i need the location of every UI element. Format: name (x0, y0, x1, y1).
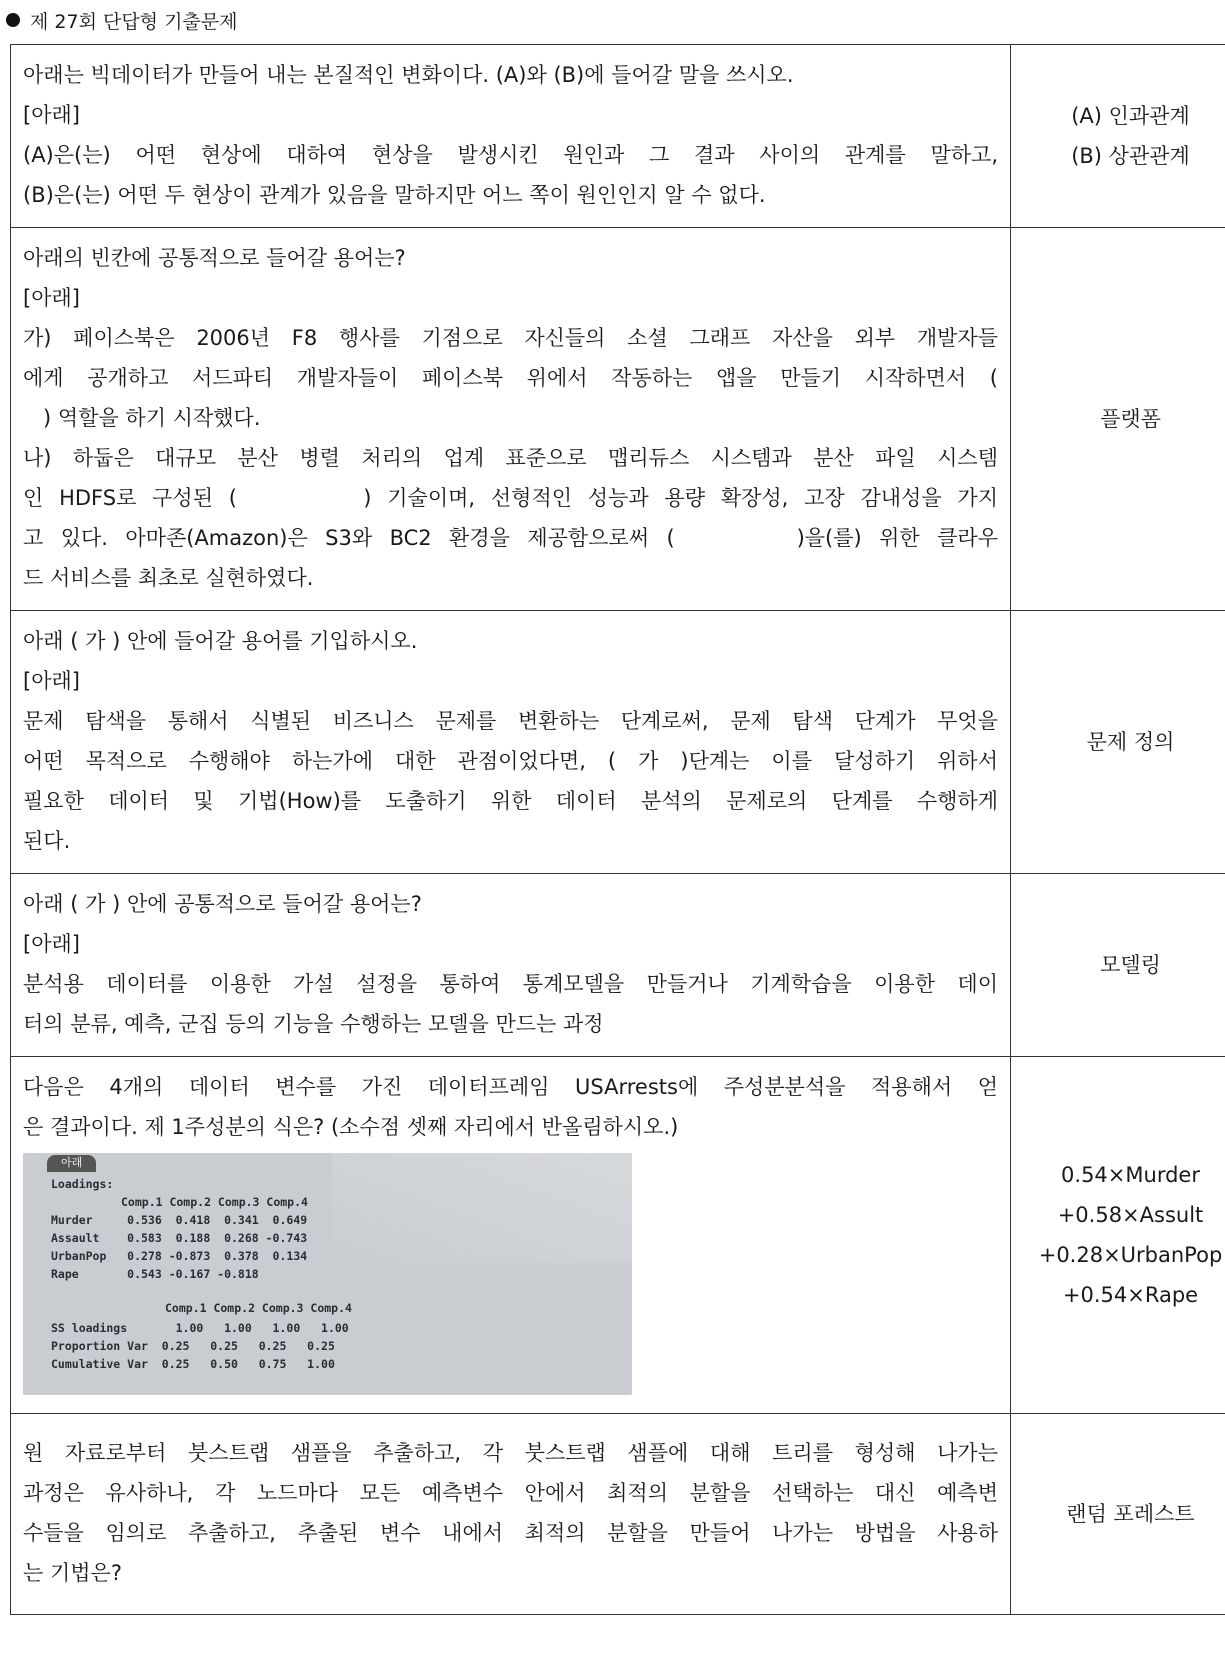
question-line: [아래] (23, 932, 80, 956)
question-line: 어떤 목적으로 수행해야 하는가에 대한 관점이었다면, ( 가 )단계는 이를 달성하기 위하서 (23, 749, 998, 773)
answer-cell (1011, 1057, 1225, 1414)
question-line: ) 역할을 하기 시작했다. (23, 406, 261, 430)
question-line: 과정은 유사하나, 각 노드마다 모든 예측변수 안에서 최적의 분할을 선택하는 대신 예측변 (23, 1481, 998, 1505)
answer-line: +0.58×Assult (1057, 1203, 1204, 1227)
table-row (11, 874, 1225, 1057)
summary-row: SS loadings 1.00 1.00 1.00 1.00 (51, 1321, 349, 1335)
question-line: 은 결과이다. 제 1주성분의 식은? (소수점 셋째 자리에서 반올림하시오.) (23, 1115, 679, 1139)
answer-line: (A) 인과관계 (1071, 104, 1190, 128)
question-line: 아래 ( 가 ) 안에 들어갈 용어를 기입하시오. (23, 629, 418, 653)
question-line: 터의 분류, 예측, 군집 등의 기능을 수행하는 모델을 만드는 과정 (23, 1012, 604, 1036)
answer-cell (1011, 611, 1225, 874)
question-line: 아래는 빅데이터가 만들어 내는 본질적인 변화이다. (A)와 (B)에 들어갈 말을 쓰시오. (23, 63, 794, 87)
answer-line: +0.54×Rape (1062, 1283, 1199, 1307)
answer-line: +0.28×UrbanPop (1038, 1243, 1223, 1267)
question-line: 나) 하둡은 대규모 분산 병렬 처리의 업계 표준으로 맵리듀스 시스템과 분산 파일 시스템 (23, 446, 998, 470)
page-heading (6, 2, 237, 38)
question-cell (11, 874, 1011, 1057)
question-cell (11, 1057, 1011, 1414)
answer-cell (1011, 874, 1225, 1057)
question-line: 고 있다. 아마존(Amazon)은 S3와 BC2 환경을 제공함으로써 ( )을(를) 위한 클라우 (23, 526, 998, 550)
question-line: 가) 페이스북은 2006년 F8 행사를 기점으로 자신들의 소셜 그래프 자산을 외부 개발자들 (23, 326, 998, 350)
table-row (11, 228, 1225, 611)
question-line: (B)은(는) 어떤 두 현상이 관계가 있음을 말하지만 어느 쪽이 원인인지 알 수 없다. (23, 183, 766, 207)
question-line: 다음은 4개의 데이터 변수를 가진 데이터프레임 USArrests에 주성분분석을 적용해서 얻 (23, 1075, 998, 1099)
question-line: 에게 공개하고 서드파티 개발자들이 페이스북 위에서 작동하는 앱을 만들기 시작하면서 ( (23, 366, 998, 390)
loadings-row: Murder 0.536 0.418 0.341 0.649 (51, 1213, 308, 1227)
question-cell (11, 228, 1011, 611)
loadings-row: UrbanPop 0.278 -0.873 0.378 0.134 (51, 1249, 308, 1263)
pca-output-photo (23, 1153, 632, 1395)
question-line: 원 자료로부터 붓스트랩 샘플을 추출하고, 각 붓스트랩 샘플에 대해 트리를 형성해 나가는 (23, 1441, 998, 1465)
bullet-icon (6, 13, 20, 27)
answer-line: (B) 상관관계 (1071, 144, 1190, 168)
question-line: 분석용 데이터를 이용한 가설 설정을 통하여 통계모델을 만들거나 기계학습을 이용한 데이 (23, 972, 998, 996)
question-line: 드 서비스를 최초로 실현하였다. (23, 566, 314, 590)
answer-line: 문제 정의 (1086, 730, 1175, 754)
question-line: 필요한 데이터 및 기법(How)를 도출하기 위한 데이터 분석의 문제로의 단계를 수행하게 (23, 789, 998, 813)
summary-header: Comp.1 Comp.2 Comp.3 Comp.4 (165, 1301, 352, 1315)
loadings-row: Assault 0.583 0.188 0.268 -0.743 (51, 1231, 308, 1245)
loadings-title: Loadings: (51, 1177, 114, 1191)
table-row (11, 611, 1225, 874)
summary-row: Cumulative Var 0.25 0.50 0.75 1.00 (51, 1357, 335, 1371)
question-cell (11, 611, 1011, 874)
answer-line: 플랫폼 (1100, 407, 1161, 431)
answer-line: 0.54×Murder (1061, 1163, 1200, 1187)
photo-tag: 아래 (47, 1155, 96, 1172)
question-line: (A)은(는) 어떤 현상에 대하여 현상을 발생시킨 원인과 그 결과 사이의 관계를 말하고, (23, 143, 998, 167)
question-line: [아래] (23, 103, 80, 127)
question-cell (11, 1414, 1011, 1615)
question-line: 아래 ( 가 ) 안에 공통적으로 들어갈 용어는? (23, 892, 422, 916)
summary-row: Proportion Var 0.25 0.25 0.25 0.25 (51, 1339, 335, 1353)
answer-line: 모델링 (1100, 953, 1161, 977)
question-line: 된다. (23, 829, 71, 853)
question-line: 인 HDFS로 구성된 ( ) 기술이며, 선형적인 성능과 용량 확장성, 고장 감내성을 가지 (23, 486, 998, 510)
loadings-row: Rape 0.543 -0.167 -0.818 (51, 1267, 259, 1281)
question-cell (11, 45, 1011, 228)
question-line: 수들을 임의로 추출하고, 추출된 변수 내에서 최적의 분할을 만들어 나가는 방법을 사용하 (23, 1521, 998, 1545)
table-row (11, 45, 1225, 228)
loadings-header: Comp.1 Comp.2 Comp.3 Comp.4 (121, 1195, 308, 1209)
table-row (11, 1414, 1225, 1615)
answer-line: 랜덤 포레스트 (1066, 1502, 1195, 1526)
question-line: [아래] (23, 669, 80, 693)
answer-cell (1011, 228, 1225, 611)
question-line: 는 기법은? (23, 1561, 122, 1585)
question-line: 아래의 빈칸에 공통적으로 들어갈 용어는? (23, 246, 406, 270)
answer-cell (1011, 45, 1225, 228)
answer-cell (1011, 1414, 1225, 1615)
table-row (11, 1057, 1225, 1414)
question-line: 문제 탐색을 통해서 식별된 비즈니스 문제를 변환하는 단계로써, 문제 탐색 단계가 무엇을 (23, 709, 998, 733)
question-table (10, 44, 1225, 1615)
question-line: [아래] (23, 286, 80, 310)
heading-text: 제 27회 단답형 기출문제 (30, 10, 238, 33)
